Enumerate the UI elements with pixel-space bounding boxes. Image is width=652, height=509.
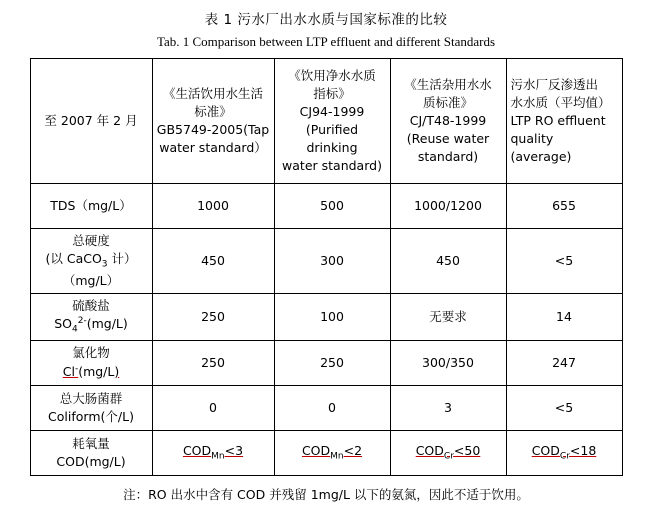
cell-cod-reuse: $COD_{Cr}<50$ — [390, 430, 506, 475]
cell-sulfate-tap: 250 — [152, 293, 274, 340]
row-label-tds: TDS（mg/L） — [30, 184, 152, 229]
cell-chloride-ro: 247 — [506, 340, 622, 385]
table-row — [30, 293, 622, 340]
cell-cod-tap: $COD_{Mn}<3$ — [152, 430, 274, 475]
cell-tds-ro: 655 — [506, 184, 622, 229]
row-label-cod: 耗氧量 COD(mg/L) — [30, 430, 152, 475]
table-row — [30, 430, 622, 475]
table-note: 注：RO 出水中含有 COD 并残留 1mg/L 以下的氨氮，因此不适于饮用。 — [123, 486, 529, 502]
cell-tds-tap: 1000 — [152, 184, 274, 229]
header-cell-reuse-water-standard: 《生活杂用水水 质标准》 CJ/T48-1999 (Reuse water standard) — [390, 59, 506, 184]
header-cell-tap-water-standard: 《生活饮用水生活 标准》 GB5749-2005(Tap water standard） — [152, 59, 274, 184]
row-label-total-hardness: 总硬度 (以 CaCO$_3$ 计） （mg/L） — [30, 229, 152, 294]
cell-hardness-ro: <5 — [506, 229, 622, 294]
table-row — [30, 184, 622, 229]
row-label-sulfate: 硫酸盐 $SO_4^{2-}(mg/L)$ — [30, 293, 152, 340]
header-cell-ltp-ro-effluent: 污水厂反渗透出 水水质（平均值） LTP RO effluent quality (average) — [506, 59, 622, 184]
table-row — [30, 385, 622, 430]
cell-chloride-tap: 250 — [152, 340, 274, 385]
cell-hardness-purified: 300 — [274, 229, 390, 294]
cell-coliform-ro: <5 — [506, 385, 622, 430]
row-label-chloride: 氯化物 Cl-(mg/L) — [30, 340, 152, 385]
cell-sulfate-ro: 14 — [506, 293, 622, 340]
cell-chloride-purified: 250 — [274, 340, 390, 385]
table-row — [30, 229, 622, 294]
table-caption-chinese: 表 1 污水厂出水水质与国家标准的比较 — [204, 12, 448, 28]
cell-cod-purified: $COD_{Mn}<2$ — [274, 430, 390, 475]
comparison-table — [30, 58, 623, 476]
cell-coliform-reuse: 3 — [390, 385, 506, 430]
cell-tds-purified: 500 — [274, 184, 390, 229]
row-label-total-hardness-formula: (以 CaCO$_3$ 计） — [45, 251, 137, 270]
cell-chloride-reuse: 300/350 — [390, 340, 506, 385]
row-label-sulfate-formula: $SO_4^{2-}(mg/L)$ — [54, 315, 128, 335]
table-caption-english: Tab. 1 Comparison between LTP effluent and different Standards — [156, 34, 496, 49]
table-row — [30, 340, 622, 385]
cell-hardness-tap: 450 — [152, 229, 274, 294]
cell-sulfate-reuse: 无要求 — [390, 293, 506, 340]
row-label-coliform: 总大肠菌群 Coliform(个/L) — [30, 385, 152, 430]
header-cell-date: 至 2007 年 2 月 — [30, 59, 152, 184]
cell-hardness-reuse: 450 — [390, 229, 506, 294]
cell-tds-reuse: 1000/1200 — [390, 184, 506, 229]
header-cell-purified-drinking-water-standard: 《饮用净水水质 指标》 CJ94-1999 (Purified drinking water standard) — [274, 59, 390, 184]
cell-coliform-purified: 0 — [274, 385, 390, 430]
row-label-chloride-formula: Cl-(mg/L) — [62, 363, 120, 379]
cell-cod-ro: $COD_{Cr}<18$ — [506, 430, 622, 475]
cell-sulfate-purified: 100 — [274, 293, 390, 340]
cell-coliform-tap: 0 — [152, 385, 274, 430]
table-header-row — [30, 59, 622, 184]
